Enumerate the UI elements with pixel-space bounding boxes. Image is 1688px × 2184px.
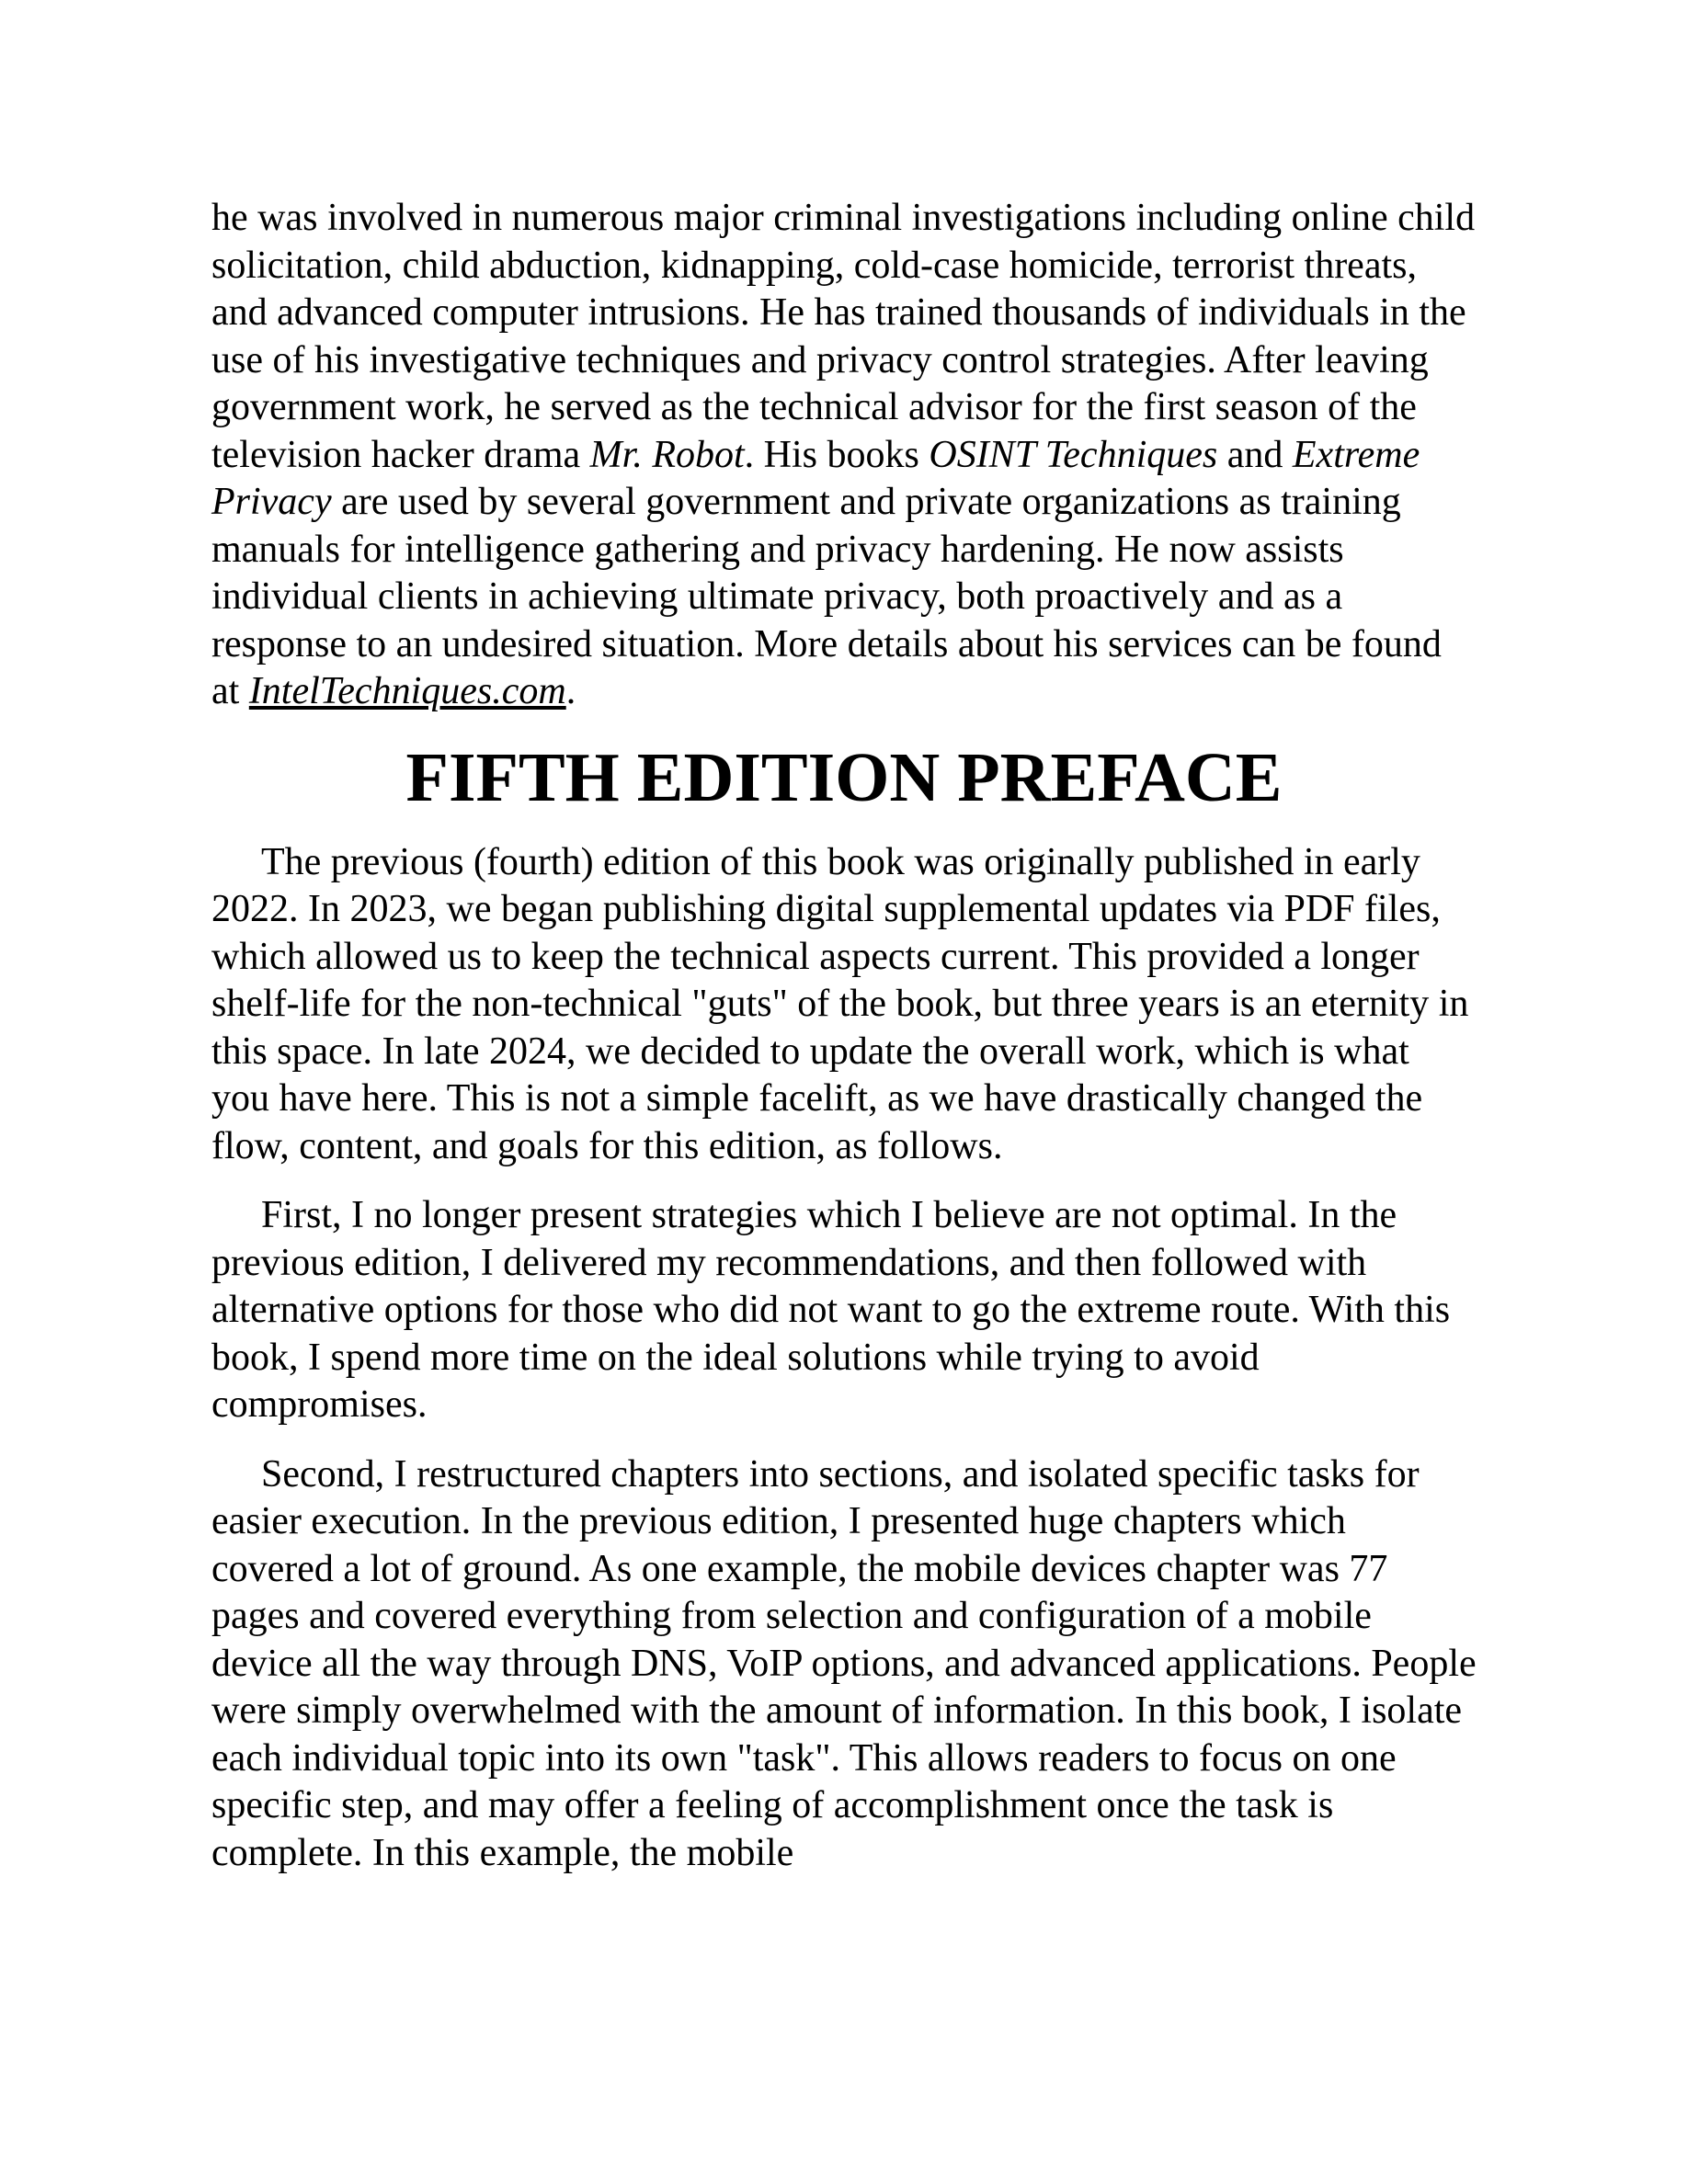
title-osint-techniques: OSINT Techniques <box>929 433 1218 476</box>
continuation-text-5: . <box>565 670 576 712</box>
section-heading: FIFTH EDITION PREFACE <box>405 738 1283 816</box>
continuation-text-1: he was involved in numerous major criminal investigations including online child solicitation, child abduction, kidnapping, cold-case homicide, terrorist threats, and advanced computer intrusions. He has trained thousands of individuals in the use of his investigative techniques and privacy control strategies. After leaving government work, he served as the technical advisor for the first season of the television hacker drama <box>211 197 1476 476</box>
preface-paragraph-1: The previous (fourth) edition of this book was originally published in early 2022. In 2023, we began publishing digital supplemental updates via PDF files, which allowed us to keep the technical aspects current. This provided a longer shelf-life for the non-technical "guts" of the book, but three years is an eternity in this space. In late 2024, we decided to update the overall work, which is what you have here. This is not a simple facelift, as we have drastically changed the flow, content, and goals for this edition, as follows. <box>211 840 1469 1167</box>
document-page <box>211 195 1477 1899</box>
continuation-text-3: and <box>1217 433 1293 476</box>
title-extreme-privacy: Extreme Privacy <box>211 433 1420 523</box>
inteltechniques-link[interactable]: IntelTechniques.com <box>248 670 566 712</box>
preface-paragraph-3: Second, I restructured chapters into sections, and isolated specific tasks for easier execution. In the previous edition, I presented huge chapters which covered a lot of ground. As one example, the mobile devices chapter was 77 pages and covered everything from selection and configuration of a mobile device all the way through DNS, VoIP options, and advanced applications. People were simply overwhelmed with the amount of information. In this book, I isolate each individual topic into its own "task". This allows readers to focus on one specific step, and may offer a feeling of accomplishment once the task is complete. In this example, the mobile <box>211 1452 1477 1874</box>
continuation-text-2: . His books <box>744 433 930 476</box>
preface-paragraph-2: First, I no longer present strategies which I believe are not optimal. In the previous edition, I delivered my recommendations, and then followed with alternative options for those who did not want to go the extreme route. With this book, I spend more time on the ideal solutions while trying to avoid compromises. <box>211 1194 1451 1426</box>
continuation-paragraph <box>211 195 1477 716</box>
title-mr-robot: Mr. Robot <box>589 433 745 476</box>
continuation-text-4: are used by several government and private organizations as training manuals for intelligence gathering and privacy hardening. He now assists individual clients in achieving ultimate privacy, both proactively and as a response to an undesired situation. More details about his services can be found at <box>211 481 1442 712</box>
